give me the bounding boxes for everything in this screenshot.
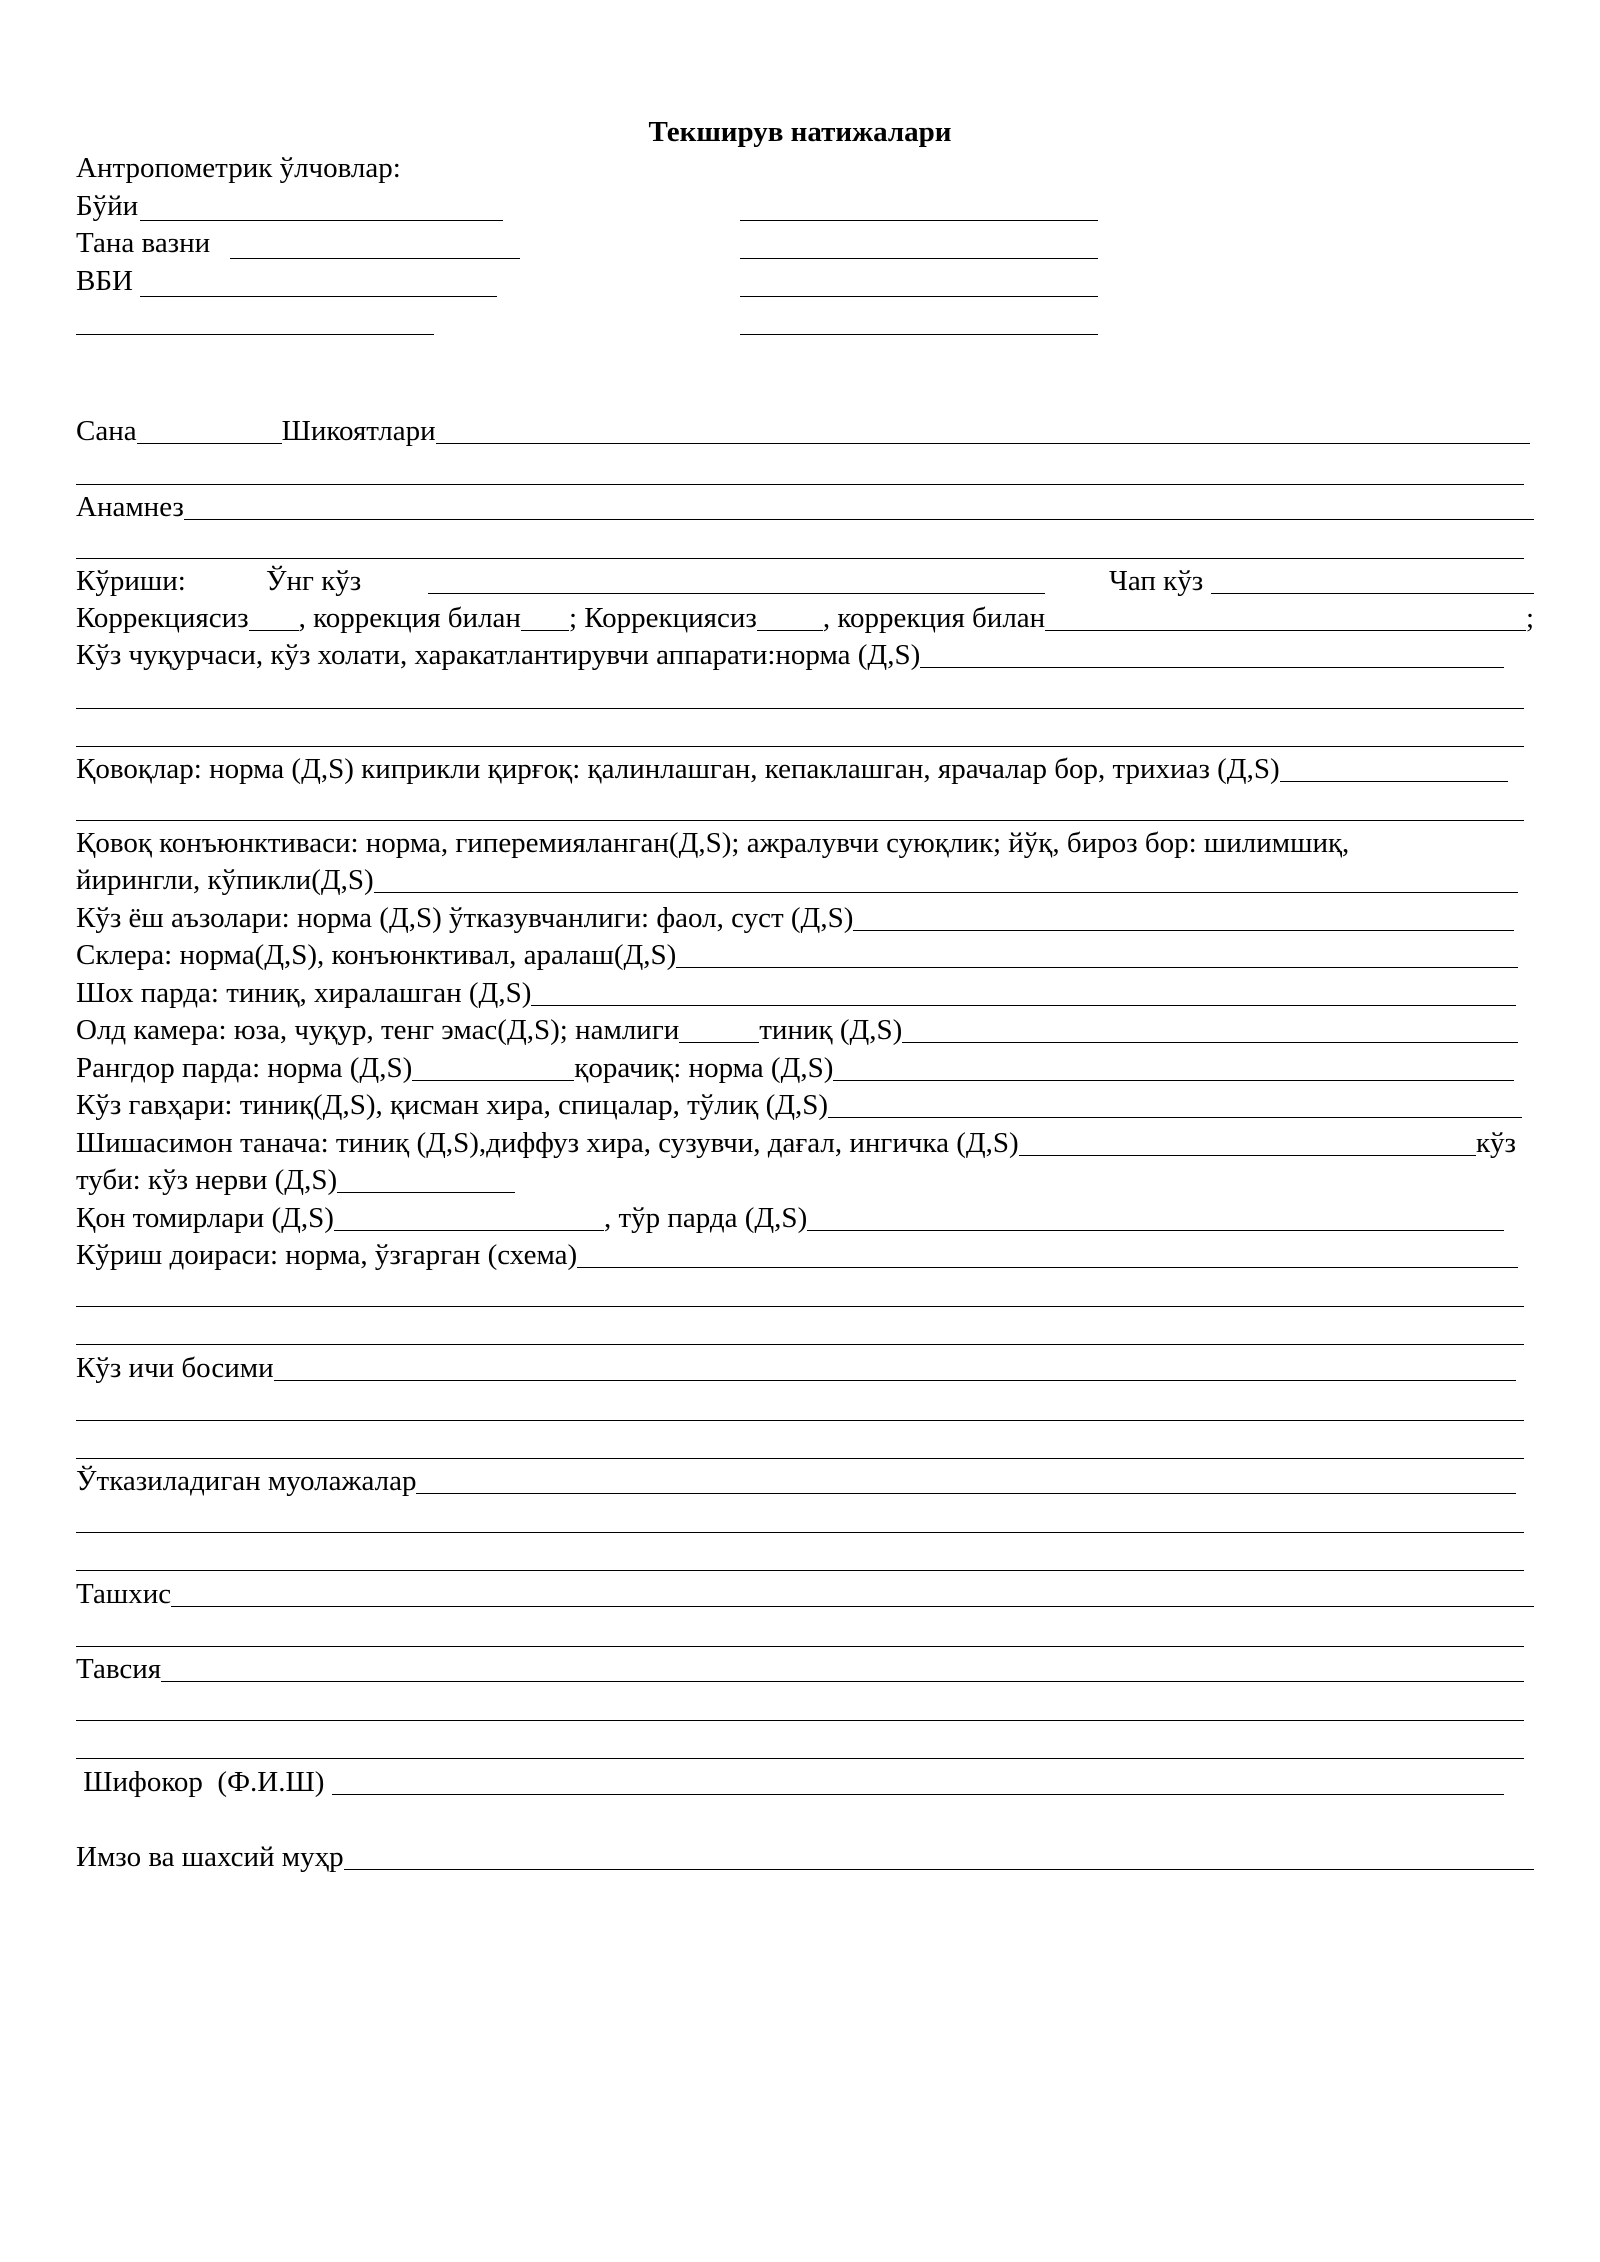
lens-field[interactable] <box>828 1117 1522 1118</box>
complaints-field[interactable] <box>436 443 1530 444</box>
anamnesis-line[interactable] <box>76 558 1524 559</box>
doctor-name-field[interactable] <box>332 1794 1504 1795</box>
bmi-field-2[interactable] <box>740 296 1098 297</box>
signature-row <box>76 1839 1534 1876</box>
orbit-line-1[interactable] <box>76 708 1524 709</box>
height-field-2[interactable] <box>740 220 1098 221</box>
iop-line-2[interactable] <box>76 1458 1524 1459</box>
anthro-extra-field[interactable] <box>76 334 434 335</box>
pupil-label: қорачиқ: норма (Д,S) <box>574 1052 834 1084</box>
signature-label: Имзо ва шахсий муҳр <box>76 1841 344 1873</box>
vitreous-label: Шишасимон танача: тиниқ (Д,S),диффуз хира, сузувчи, дағал, ингичка (Д,S) <box>76 1127 1019 1159</box>
date-complaints-row <box>76 413 1530 450</box>
signature-field[interactable] <box>344 1869 1534 1870</box>
iop-field[interactable] <box>274 1380 1516 1381</box>
anthropometric-heading: Антропометрик ўлчовлар: <box>76 152 401 184</box>
date-label: Сана <box>76 415 137 447</box>
iop-row <box>76 1350 1516 1387</box>
correction-row <box>76 600 1534 637</box>
lids-row <box>76 751 1508 788</box>
recommendation-row <box>76 1651 1524 1688</box>
vision-label: Кўриши: <box>76 565 186 597</box>
orbit-line-2[interactable] <box>76 746 1524 747</box>
weight-field-2[interactable] <box>740 258 1098 259</box>
sclera-field[interactable] <box>676 967 1518 968</box>
iop-line-1[interactable] <box>76 1420 1524 1421</box>
procedures-row <box>76 1463 1516 1500</box>
conjunctiva-label: Қовоқ конъюнктиваси: норма, гиперемияланган(Д,S); ажралувчи суюқлик; йўқ, бироз бор: шилимшиқ, <box>76 827 1350 859</box>
procedures-line-1[interactable] <box>76 1532 1524 1533</box>
correction-with-label: , коррекция билан <box>298 602 521 634</box>
bmi-field[interactable] <box>140 296 497 297</box>
left-eye-label: Чап кўз <box>1109 565 1204 597</box>
orbit-field[interactable] <box>920 667 1504 668</box>
lacrimal-field[interactable] <box>853 930 1514 931</box>
weight-field[interactable] <box>230 258 520 259</box>
date-field[interactable] <box>137 443 282 444</box>
anamnesis-row <box>76 489 1534 526</box>
anamnesis-label: Анамнез <box>76 491 184 523</box>
visual-field-line-2[interactable] <box>76 1344 1524 1345</box>
orbit-label: Кўз чуқурчаси, кўз холати, харакатлантирувчи аппарати:норма (Д,S) <box>76 639 921 671</box>
conjunctiva-field[interactable] <box>374 892 1518 893</box>
sclera-label: Склера: норма(Д,S), конъюнктивал, аралаш(Д,S) <box>76 939 677 971</box>
iris-field[interactable] <box>412 1080 574 1081</box>
weight-label: Тана вазни <box>76 227 211 259</box>
visual-field-field[interactable] <box>577 1267 1518 1268</box>
iop-label: Кўз ичи босими <box>76 1352 274 1384</box>
visual-field-line-1[interactable] <box>76 1306 1524 1307</box>
vision-row <box>76 563 1534 600</box>
cornea-label: Шох парда: тиниқ, хиралашган (Д,S) <box>76 977 532 1009</box>
correction-with-left-field[interactable] <box>1045 630 1526 631</box>
lens-row <box>76 1087 1522 1124</box>
diagnosis-row <box>76 1576 1534 1613</box>
correction-without-right-field[interactable] <box>249 630 299 631</box>
visual-field-row <box>76 1237 1518 1274</box>
doctor-row <box>76 1764 1504 1801</box>
fundus-label-start: кўз <box>1475 1127 1516 1159</box>
anterior-chamber-label-2: тиниқ (Д,S) <box>759 1014 903 1046</box>
sclera-row <box>76 937 1518 974</box>
doctor-label: Шифокор (Ф.И.Ш) <box>76 1766 332 1798</box>
correction-without-label-2: ; Коррекциясиз <box>568 602 757 634</box>
lids-label: Қовоқлар: норма (Д,S) киприкли қирғоқ: қалинлашган, кепаклашган, ярачалар бор, трихиаз (Д,S) <box>76 753 1280 785</box>
lens-label: Кўз гавҳари: тиниқ(Д,S), қисман хира, спицалар, тўлиқ (Д,S) <box>76 1089 829 1121</box>
correction-without-left-field[interactable] <box>757 630 823 631</box>
left-eye-field[interactable] <box>1211 593 1534 594</box>
fundus-label: туби: кўз нерви (Д,S) <box>76 1164 338 1196</box>
lacrimal-label: Кўз ёш аъзолари: норма (Д,S) ўтказувчанлиги: фаол, суст (Д,S) <box>76 902 854 934</box>
right-eye-label: Ўнг кўз <box>266 565 362 597</box>
anamnesis-field[interactable] <box>184 519 1534 520</box>
height-label: Бўйи <box>76 190 139 222</box>
bmi-label: ВБИ <box>76 265 133 297</box>
cornea-field[interactable] <box>531 1005 1516 1006</box>
conjunctiva-label-2: йирингли, кўпикли(Д,S) <box>76 864 374 896</box>
retina-label: , тўр парда (Д,S) <box>603 1202 808 1234</box>
complaints-line[interactable] <box>76 484 1524 485</box>
page-title: Текширув натижалари <box>648 116 952 148</box>
correction-with-right-field[interactable] <box>521 630 569 631</box>
vessels-row <box>76 1200 1504 1237</box>
cornea-row <box>76 975 1516 1012</box>
vitreous-field[interactable] <box>1019 1155 1476 1156</box>
lids-line[interactable] <box>76 820 1524 821</box>
lacrimal-row <box>76 900 1514 937</box>
retina-field[interactable] <box>807 1230 1504 1231</box>
correction-end: ; <box>1525 602 1534 634</box>
correction-with-label-2: , коррекция билан <box>822 602 1046 634</box>
visual-field-label: Кўриш доираси: норма, ўзгарган (схема) <box>76 1239 578 1271</box>
fundus-field[interactable] <box>337 1192 515 1193</box>
recommendation-line-2[interactable] <box>76 1758 1524 1759</box>
vessels-field[interactable] <box>334 1230 604 1231</box>
iris-row <box>76 1050 1514 1087</box>
orbit-row <box>76 637 1504 674</box>
diagnosis-line[interactable] <box>76 1646 1524 1647</box>
anterior-chamber-moisture-field[interactable] <box>679 1042 759 1043</box>
iris-label: Рангдор парда: норма (Д,S) <box>76 1052 413 1084</box>
correction-without-label: Коррекциясиз <box>76 602 249 634</box>
procedures-line-2[interactable] <box>76 1570 1524 1571</box>
anthro-extra-field-2[interactable] <box>740 334 1098 335</box>
vessels-label: Қон томирлари (Д,S) <box>76 1202 334 1234</box>
procedures-field[interactable] <box>416 1493 1516 1494</box>
anterior-chamber-label: Олд камера: юза, чуқур, тенг эмас(Д,S); намлиги <box>76 1014 680 1046</box>
recommendation-field[interactable] <box>161 1681 1524 1682</box>
anterior-chamber-field[interactable] <box>902 1042 1518 1043</box>
pupil-field[interactable] <box>833 1080 1514 1081</box>
complaints-label: Шикоятлари <box>281 415 436 447</box>
height-field[interactable] <box>140 220 503 221</box>
vitreous-row <box>76 1125 1516 1162</box>
anterior-chamber-row <box>76 1012 1518 1049</box>
fundus-row <box>76 1162 515 1199</box>
diagnosis-field[interactable] <box>171 1606 1534 1607</box>
procedures-label: Ўтказиладиган муолажалар <box>76 1465 417 1497</box>
lids-field[interactable] <box>1280 781 1508 782</box>
recommendation-label: Тавсия <box>76 1653 162 1685</box>
right-eye-field[interactable] <box>428 593 1045 594</box>
diagnosis-label: Ташхис <box>76 1578 172 1610</box>
recommendation-line-1[interactable] <box>76 1720 1524 1721</box>
conjunctiva-row-2 <box>76 862 1518 899</box>
